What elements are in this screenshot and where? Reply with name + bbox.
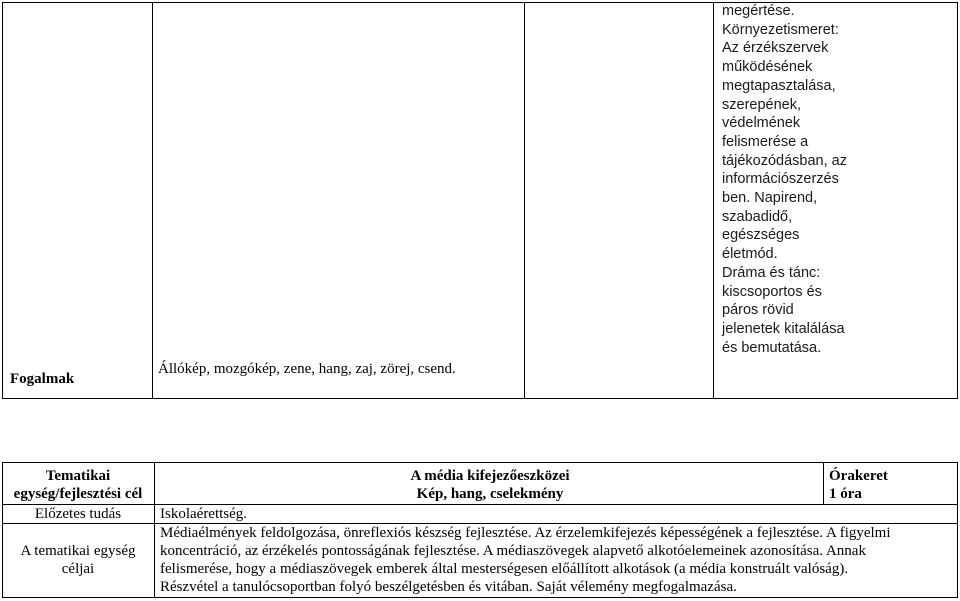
header-line: egység/fejlesztési cél [13,486,143,502]
text-line: páros rövid [722,302,794,319]
bottom-table-divider-1 [154,462,155,598]
text-line: egészséges [722,227,800,244]
text-line: Dráma és tánc: [722,264,821,281]
unit-title: A média kifejezőeszközei [410,468,570,484]
celjai-content [160,524,956,596]
label-line: céljai [61,561,95,577]
tematikai-egyseg-header [4,467,152,503]
text-line: megértése. [722,3,795,19]
text-line: szerepének, [722,96,801,113]
orakeret-value: 1 óra [829,486,862,502]
text-line: Környezetismeret: [722,21,839,38]
orakeret-label: Órakeret [829,468,888,484]
top-table-divider-2 [524,2,525,399]
text-line: tájékozódásban, az [722,152,847,169]
text-line: ben. Napirend, [722,190,818,207]
text-line: felismerése, hogy a médiaszövegek emberek által mesterségesen előállított alkotások (a média konstruált valóság). [160,561,849,577]
bottom-table-border-left [2,462,3,598]
bottom-table-divider-2 [823,462,824,505]
celjai-label [4,542,152,578]
text-line: felismerése a [722,133,809,150]
header-line: Tematikai [45,468,111,484]
orakeret-header [829,467,949,503]
unit-title-header [160,467,820,503]
text-line: szabadidő, [722,208,793,225]
text-line: védelmének [722,115,801,132]
text-line: és bemutatása. [722,339,822,356]
fogalmak-content: Állókép, mozgókép, zene, hang, zaj, zörej, csend. [158,361,456,377]
bottom-table-border-top [2,462,958,463]
text-line: Az érzékszervek [722,40,829,57]
fogalmak-label: Fogalmak [10,371,75,387]
top-table-divider-3 [713,2,714,399]
text-line: működésének [722,59,813,76]
top-table-border-left [2,2,3,399]
text-line: jelenetek kitalálása [722,320,845,337]
bottom-table-border-right [957,462,958,598]
text-line: megtapasztalása, [722,77,836,94]
unit-subtitle: Kép, hang, cselekmény [416,486,564,502]
text-line: Médiaélmények feldolgozása, önreflexiós készség fejlesztése. Az érzelemkifejezés képességének a fejlesztése. A figyelmi [160,525,891,541]
elozetes-tudas-value: Iskolaérettség. [160,506,248,522]
text-line: információszerzés [722,171,839,188]
text-line: életmód. [722,246,778,263]
elozetes-tudas-label: Előzetes tudás [34,506,122,522]
text-line: koncentráció, az érzékelés pontosságának fejlesztése. A médiaszövegek alapvető alkotóelemeinek azonosítása. Annak [160,543,866,559]
text-line: Részvétel a tanulócsoportban folyó beszélgetésben és vitában. Saját vélemény megfogalmazása. [160,579,737,595]
top-table-border-bottom [2,398,958,399]
bottom-table-border-bottom [2,597,958,598]
kapcsolodasi-pontok-text [722,2,872,357]
label-line: A tematikai egység [20,543,136,559]
text-line: kiscsoportos és [722,283,822,300]
top-table-divider-1 [152,2,153,399]
top-table-border-right [957,2,958,399]
